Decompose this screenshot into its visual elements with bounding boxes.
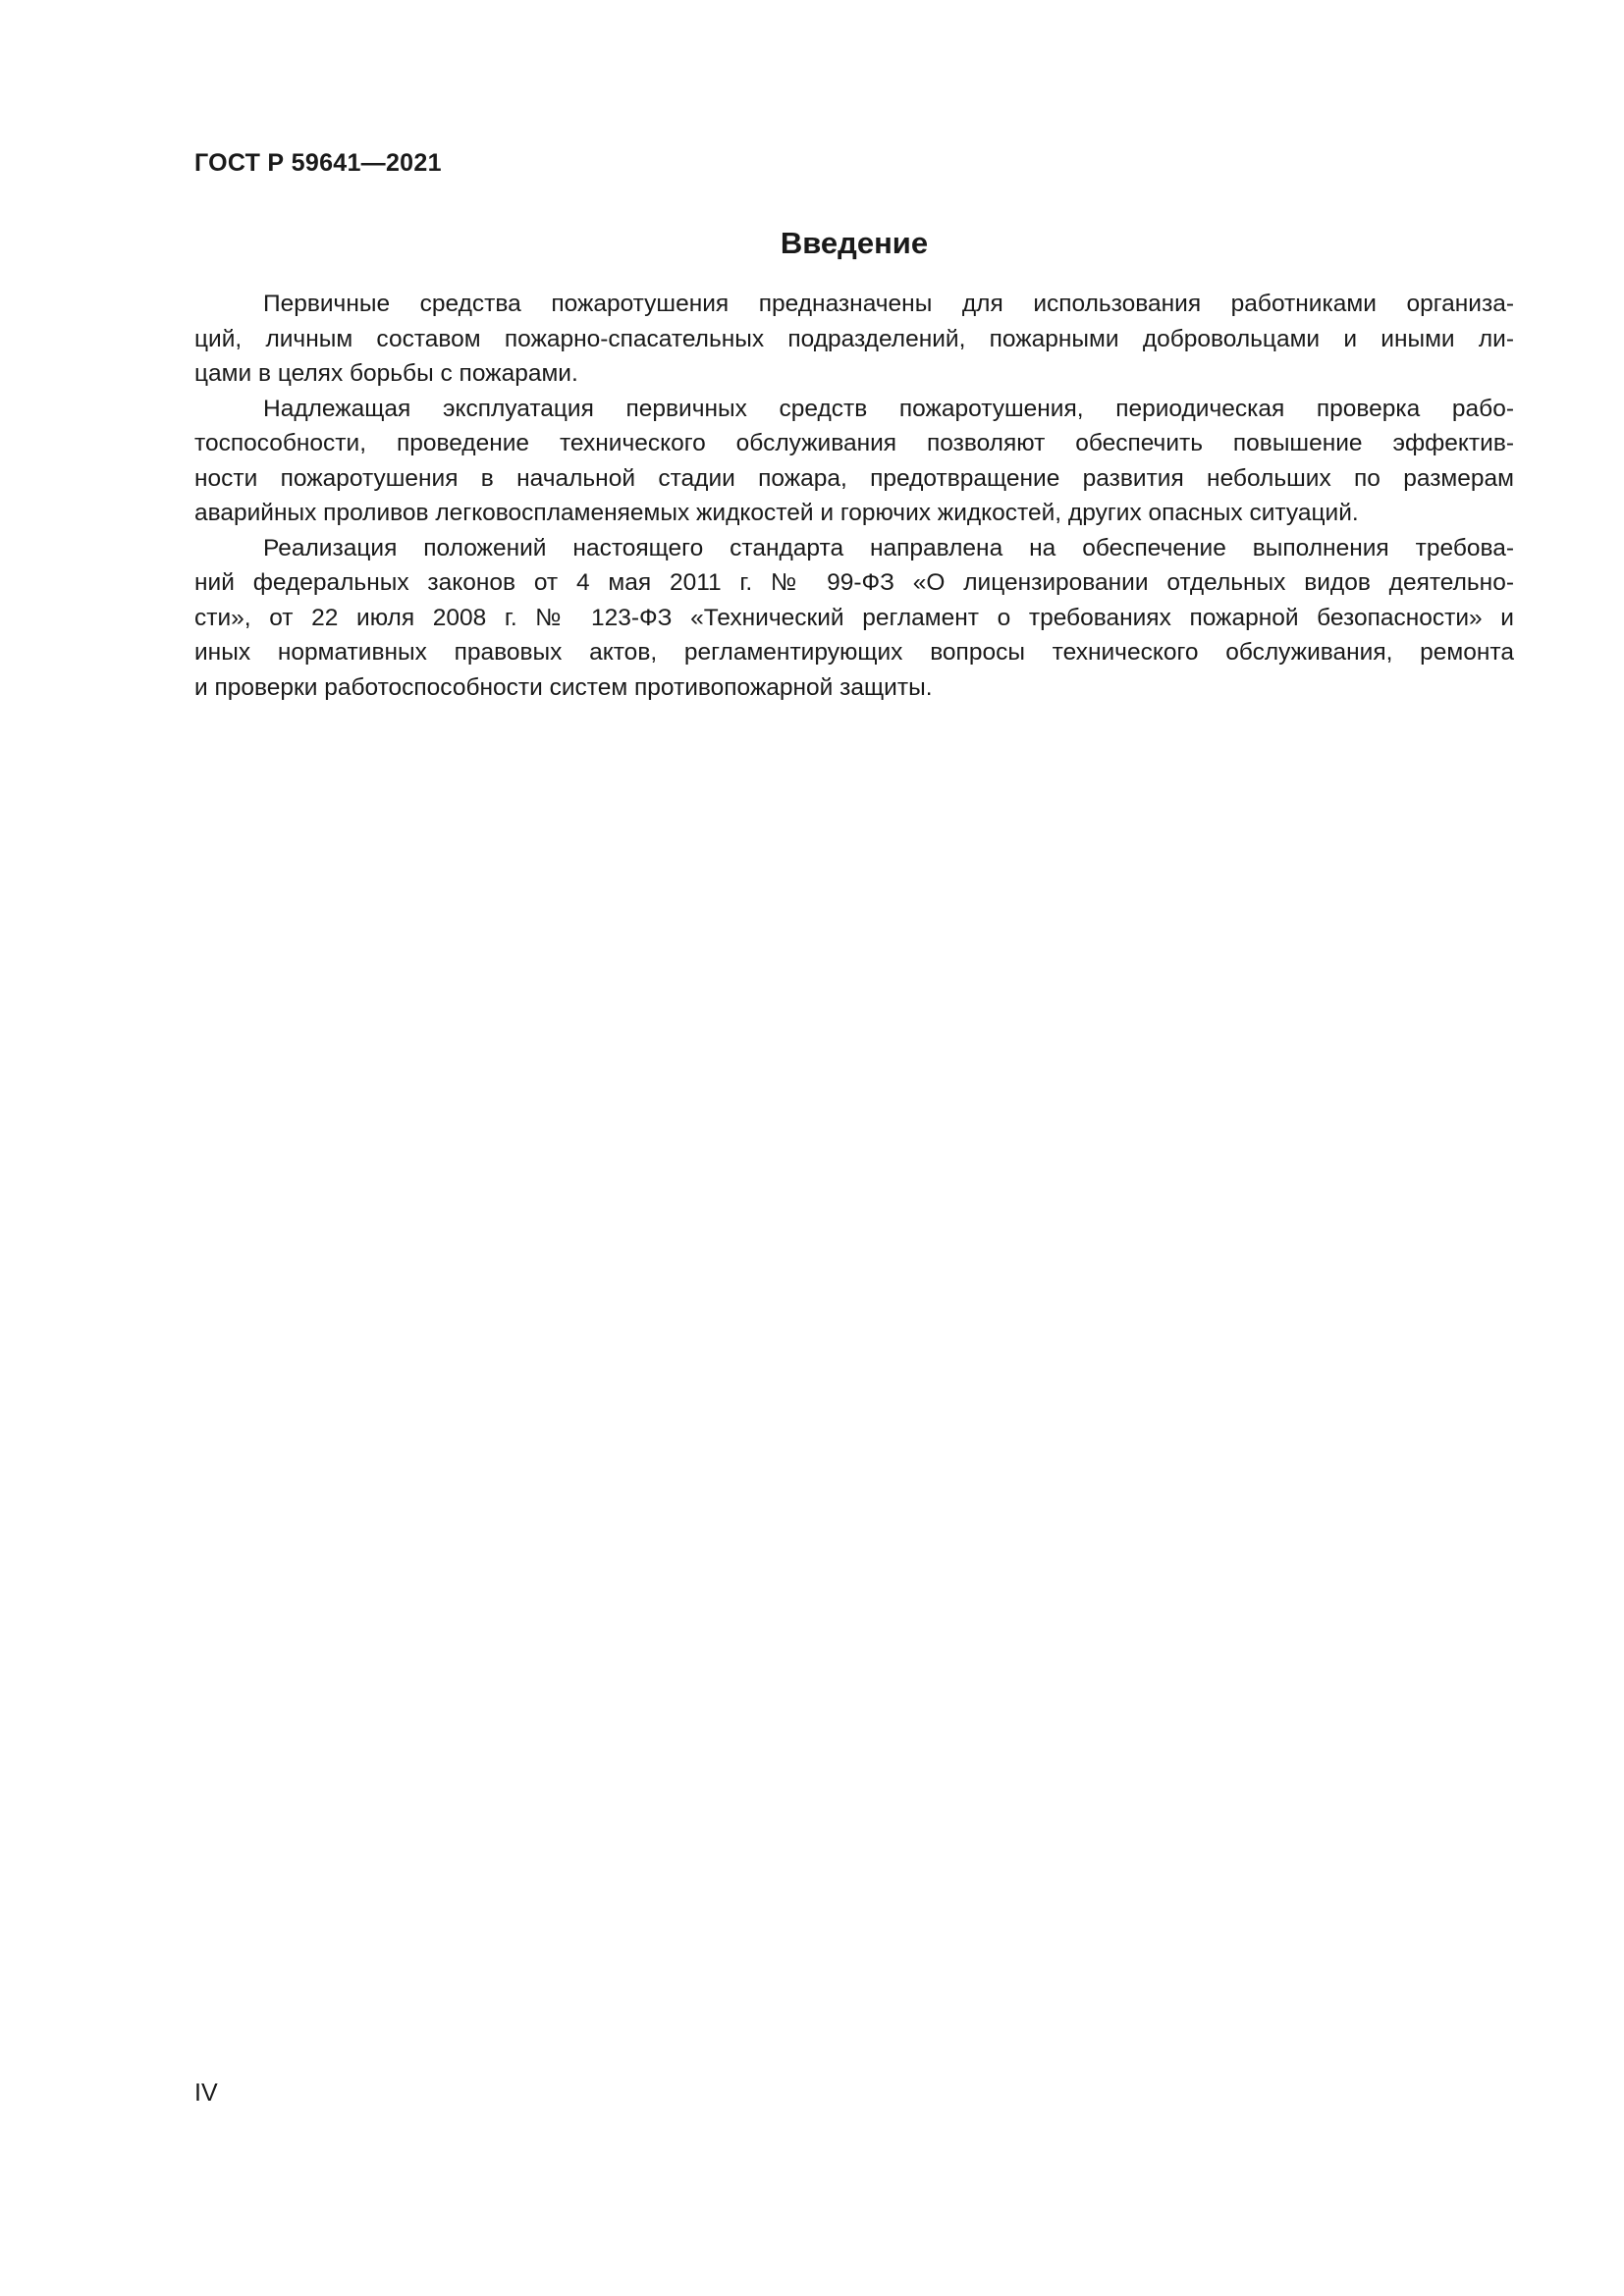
text-line: тоспособности, проведение технического обслуживания позволяют обеспечить повышение эффектив- (194, 430, 1514, 456)
paragraph (194, 531, 1514, 706)
document-header: ГОСТ Р 59641—2021 (194, 149, 442, 177)
text-line: аварийных проливов легковоспламеняемых жидкостей и горючих жидкостей, других опасных ситуаций. (194, 500, 1359, 526)
body-text (194, 287, 1514, 705)
text-line: Надлежащая эксплуатация первичных средств пожаротушения, периодическая проверка рабо- (263, 395, 1514, 422)
text-line: иных нормативных правовых актов, регламентирующих вопросы технического обслуживания, ремонта (194, 639, 1514, 666)
section-title: Введение (780, 226, 929, 260)
text-line: ций, личным составом пожарно-спасательных подразделений, пожарными добровольцами и иными ли- (194, 325, 1514, 352)
text-line: ности пожаротушения в начальной стадии пожара, предотвращение развития небольших по размерам (194, 464, 1514, 492)
paragraph (194, 287, 1514, 392)
page-number: IV (194, 2079, 218, 2107)
text-line: Первичные средства пожаротушения предназначены для использования работниками организа- (263, 291, 1514, 317)
text-line: цами в целях борьбы с пожарами. (194, 360, 578, 387)
text-line: сти», от 22 июля 2008 г. № 123-ФЗ «Технический регламент о требованиях пожарной безопасности» и (194, 604, 1514, 631)
text-line: Реализация положений настоящего стандарта направлена на обеспечение выполнения требова- (263, 534, 1514, 561)
text-line: ний федеральных законов от 4 мая 2011 г. № 99-ФЗ «О лицензировании отдельных видов деятельно- (194, 569, 1514, 596)
text-line: и проверки работоспособности систем противопожарной защиты. (194, 673, 933, 701)
paragraph (194, 392, 1514, 531)
